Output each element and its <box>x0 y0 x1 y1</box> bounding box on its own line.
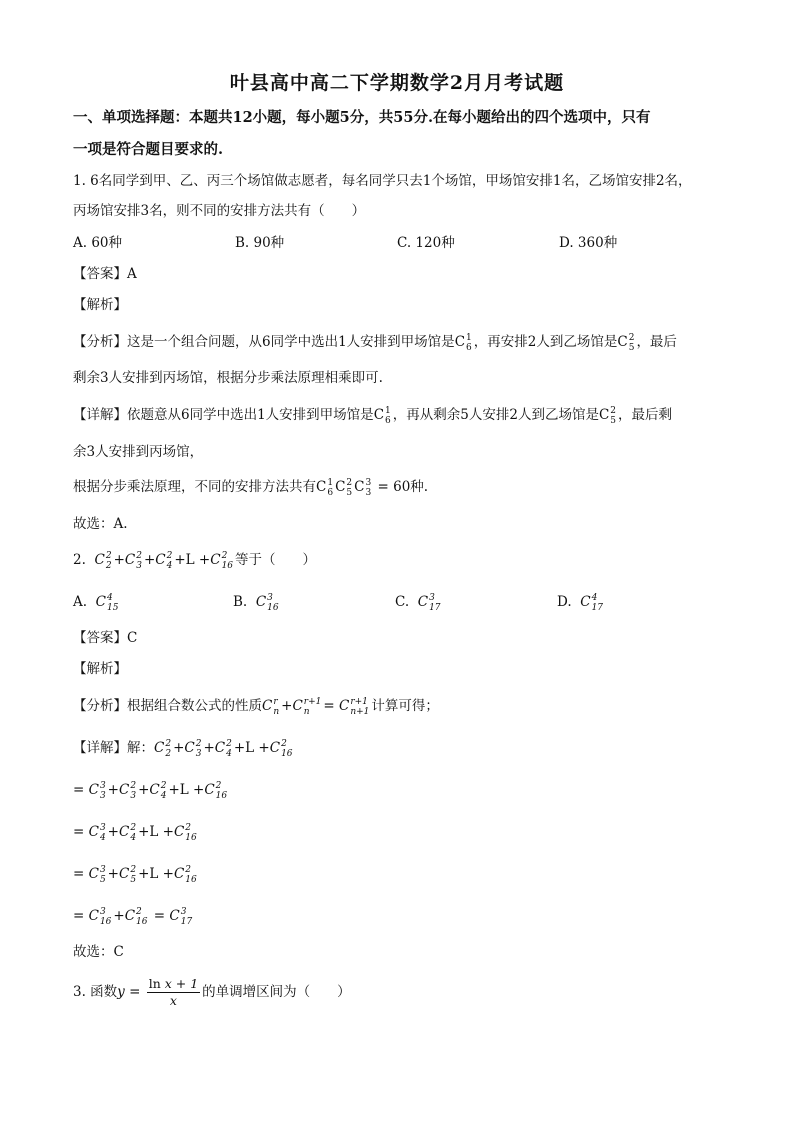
formula-q3-function: y = $\frac{\text{ln x + 1}}{x}$ <box>117 976 199 1008</box>
q1-xiangjie-text-a: 【详解】依题意从6同学中选出1人安排到甲场馆是 <box>73 407 374 423</box>
q1-fenxi-line1 <box>73 332 677 353</box>
q1-xiangjie-line2: 余3人安排到丙场馆， <box>73 444 204 460</box>
formula-c17-3: C 3 17 <box>417 592 441 613</box>
q1-calc-text-a: 根据分步乘法原理，不同的安排方法共有 <box>73 479 316 495</box>
q3-prefix: 3. 函数 <box>73 984 118 1000</box>
q2-option-c: C. C 3 17 <box>395 592 441 613</box>
q2-prefix: 2. <box>73 552 86 568</box>
q1-result: 故选：A. <box>73 516 128 532</box>
q1-calc-line <box>73 477 428 498</box>
q1-stem-line2: 丙场馆安排3名，则不同的安排方法共有（ ） <box>73 203 366 219</box>
formula-step0: C 2 2 +C 2 3 +C 2 4 +L +C 2 16 <box>154 738 293 759</box>
section-header-line1: 一、单项选择题：本题共12小题，每小题5分，共55分.在每小题给出的四个选项中，只有 <box>73 109 651 126</box>
q2-fenxi-text-b: 计算可得； <box>371 698 439 714</box>
q1-fenxi-text-a: 【分析】这是一个组合问题，从6同学中选出1人安排到甲场馆是 <box>73 334 455 350</box>
q1-fenxi-text-c: ，最后 <box>636 334 677 350</box>
formula-step4: = C 3 16 +C 2 16 = C 3 17 <box>73 906 193 927</box>
section-header-line2: 一项是符合题目要求的. <box>73 141 224 158</box>
q1-fenxi-text-b: ，再安排2人到乙场馆是 <box>473 334 618 350</box>
formula-q2-sum: C 2 2 +C 2 3 +C 2 4 +L +C 2 16 <box>94 550 234 571</box>
formula-c61: C 1 6 <box>373 405 391 426</box>
q2-option-b: B. C 3 16 <box>233 592 279 613</box>
q2-suffix: 等于（ ） <box>235 552 317 568</box>
q2-stem <box>73 550 316 571</box>
formula-c16-3: C 3 16 <box>255 592 279 613</box>
formula-step3: = C 3 5 +C 2 5 +L +C 2 16 <box>73 864 197 885</box>
q2-analysis-tag: 【解析】 <box>73 661 127 677</box>
q2-option-d: D. C 4 17 <box>557 592 604 613</box>
formula-c61: C 1 6 <box>454 332 472 353</box>
formula-step2: = C 3 4 +C 2 4 +L +C 2 16 <box>73 822 197 843</box>
q1-calc-text-b: = 60种. <box>373 479 429 495</box>
q3-suffix: 的单调增区间为（ ） <box>202 984 351 1000</box>
q1-answer: 【答案】A <box>73 266 137 282</box>
q2-xiangjie-line <box>73 738 295 759</box>
q2-step3 <box>73 864 199 885</box>
q1-xiangjie-text-c: ，最后剩 <box>618 407 673 423</box>
q1-xiangjie-line1 <box>73 405 672 426</box>
q1-fenxi-line2: 剩余3人安排到丙场馆，根据分步乘法原理相乘即可. <box>73 370 383 386</box>
page-title: 叶县高中高二下学期数学2月月考试题 <box>229 72 565 94</box>
q2-answer: 【答案】C <box>73 630 138 646</box>
q2-fenxi-text-a: 【分析】根据组合数公式的性质 <box>73 698 262 714</box>
q2-result: 故选：C <box>73 944 124 960</box>
q2-fenxi-line <box>73 696 439 717</box>
formula-step1: = C 3 3 +C 2 3 +C 2 4 +L +C 2 16 <box>73 780 228 801</box>
formula-product: C 1 6 C 2 5 C 3 3 <box>316 477 372 498</box>
formula-c15-4: C 4 15 <box>95 592 119 613</box>
q2-step4 <box>73 906 194 927</box>
q2-step2 <box>73 822 199 843</box>
formula-c52: C 2 5 <box>598 405 617 426</box>
formula-c52: C 2 5 <box>617 332 635 353</box>
q1-xiangjie-text-b: ，再从剩余5人安排2人到乙场馆是 <box>392 407 599 423</box>
q1-analysis-tag: 【解析】 <box>73 297 127 313</box>
q3-stem <box>73 975 351 1009</box>
q1-option-a: A. 60种 <box>73 235 123 251</box>
formula-c17-4: C 4 17 <box>580 592 604 613</box>
q2-xiangjie-text-a: 【详解】解： <box>73 740 154 756</box>
q1-stem-line1: 1. 6名同学到甲、乙、丙三个场馆做志愿者，每名同学只去1个场馆，甲场馆安排1名，乙场馆安排2名， <box>73 173 692 189</box>
formula-pascal: C r n +C r+1 n = C r+1 n+1 <box>262 696 370 717</box>
q2-step1 <box>73 780 229 801</box>
q2-option-a: A. C 4 15 <box>73 592 119 613</box>
q1-option-c: C. 120种 <box>397 235 455 251</box>
q1-option-d: D. 360种 <box>559 235 618 251</box>
q1-option-b: B. 90种 <box>235 235 285 251</box>
